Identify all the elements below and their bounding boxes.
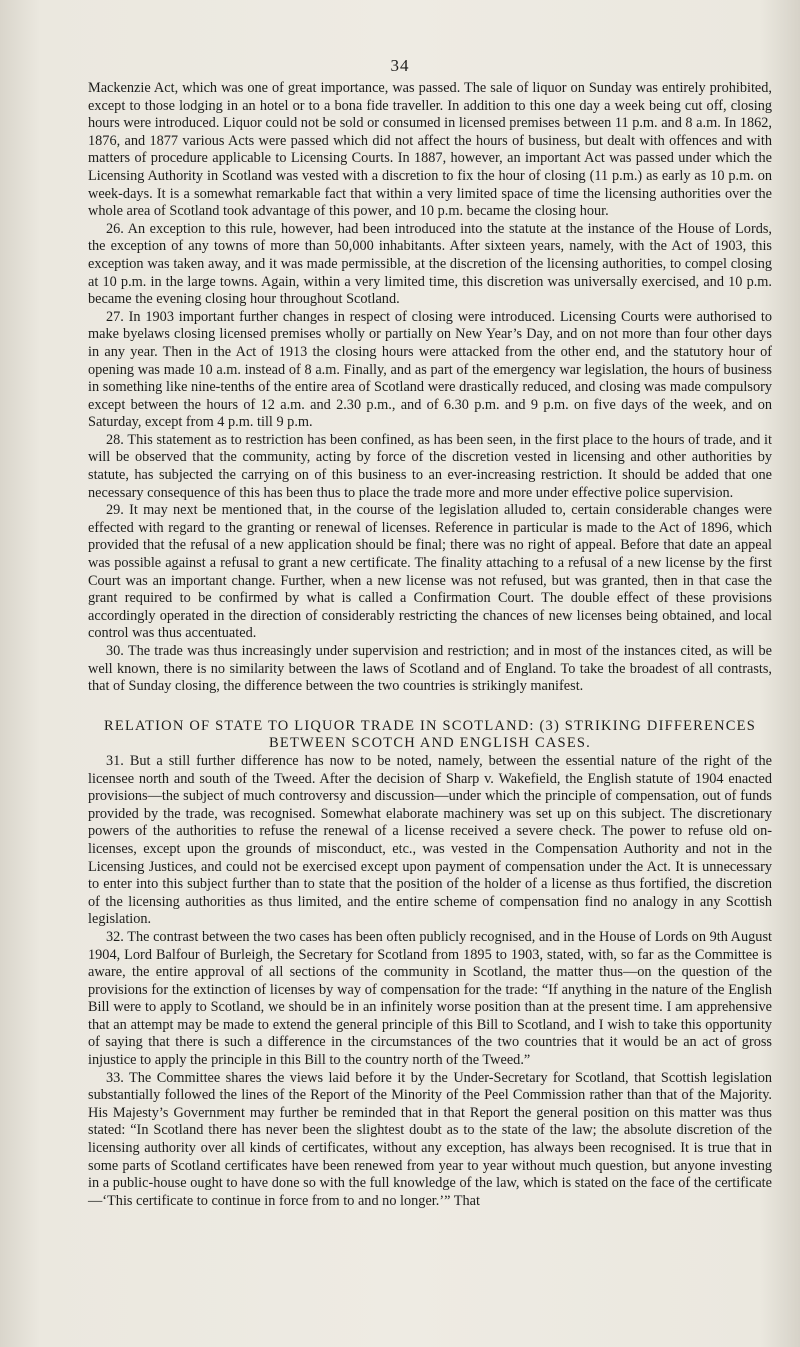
paragraph-30: 30. The trade was thus increasingly under supervision and restriction; and in most of the instances cited, as will be well known, there is no similarity between the laws of Scotland and of England. To take the broadest of all contrasts, that of Sunday closing, the difference between the two countries is strikingly manifest. — [88, 643, 772, 695]
paragraph-27: 27. In 1903 important further changes in respect of closing were introduced. Licensing Courts were authorised to make byelaws closing licensed premises wholly or partially on New Year’s Day, and on not more than four other days in any year. Then in the Act of 1913 the closing hours were attacked from the other end, and the statutory hour of opening was made 10 a.m. instead of 8 a.m. Finally, and as part of the emergency war legislation, the hours of business in something like nine-tenths of the entire area of Scotland were drastically reduced, and closing was made compulsory except between the hours of 12 a.m. and 2.30 p.m., and of 6.30 p.m. and 9 p.m. on five days of the week, and on Saturday, except from 4 p.m. till 9 p.m. — [88, 308, 772, 431]
paragraph-32: 32. The contrast between the two cases has been often publicly recognised, and in the House of Lords on 9th August 1904, Lord Balfour of Burleigh, the Secretary for Scotland from 1895 to 1903, stated, with, so far as the Committee is aware, the entire approval of all sections of the community in Scotland, the matter thus—on the question of the provisions for the extinction of licenses by way of compensation for the trade: “If anything in the nature of the English Bill were to apply to Scotland, we should be in an infinitely worse position than at the present time. I am apprehensive that an attempt may be made to extend the general principle of this Bill to Scotland, and I wish to take this opportunity of saying that there is such a difference in the circumstances of the two countries that it would be an act of gross injustice to apply the principle in this Bill to the country north of the Tweed.” — [88, 928, 772, 1069]
paragraph-31: 31. But a still further difference has now to be noted, namely, between the essential nature of the right of the licensee north and south of the Tweed. After the decision of Sharp v. Wakefield, the English statute of 1904 enacted provisions—the subject of much controversy and discussion—under which the principle of compensation, out of funds provided by the trade, was recognised. Somewhat elaborate machinery was set up on this subject. The discretionary powers of the authorities to refuse the renewal of a license received a severe check. The power to refuse old on-licenses, except upon the grounds of misconduct, etc., was vested in the Compensation Authority and not in the Licensing Justices, and could not be exercised except upon payment of compensation under the Act. It is unnecessary to enter into this subject further than to state that the position of the holder of a license as thus fortified, the discretion of the licensing authorities as thus limited, and the entire scheme of compensation find no analogy in any Scottish legislation. — [88, 752, 772, 928]
paragraph-28: 28. This statement as to restriction has been confined, as has been seen, in the first place to the hours of trade, and it will be observed that the community, acting by force of the discretion vested in licensing and other authorities by statute, has subjected the carrying on of this business to an ever-increasing restriction. It should be added that one necessary consequence of this has been thus to place the trade more and more under effective police supervision. — [88, 431, 772, 501]
body-text — [88, 80, 772, 1210]
paragraph-25-continued: Mackenzie Act, which was one of great importance, was passed. The sale of liquor on Sunday was entirely prohibited, except to those lodging in an hotel or to a bona fide traveller. In addition to this one day a week being cut off, closing hours were introduced. Liquor could not be sold or consumed in licensed premises between 11 p.m. and 8 a.m. In 1862, 1876, and 1877 various Acts were passed which did not affect the hours of business, but dealt with offences and with matters of procedure applicable to Licensing Courts. In 1887, however, an important Act was passed under which the Licensing Authority in Scotland was vested with a discretion to fix the hour of closing (11 p.m.) as early as 10 p.m. on week-days. It is a somewhat remarkable fact that within a very limited space of time the licensing authorities over the whole area of Scotland took advantage of this power, and 10 p.m. became the closing hour. — [88, 80, 772, 220]
paragraph-29: 29. It may next be mentioned that, in the course of the legislation alluded to, certain considerable changes were effected with regard to the granting or renewal of licenses. Reference in particular is made to the Act of 1896, which provided that the refusal of a new application should be final; there was no right of appeal. Before that date an appeal was possible against a refusal to grant a new certificate. The finality attaching to a refusal of a new license by the first Court was an important change. Further, when a new license was not refused, but was granted, then in that case the grant required to be confirmed by what is called a Confirmation Court. The double effect of these provisions accordingly operated in the direction of considerably restricting the chances of new licenses being obtained, and local control was thus accentuated. — [88, 502, 772, 642]
paragraph-33: 33. The Committee shares the views laid before it by the Under-Secretary for Scotland, that Scottish legislation substantially followed the lines of the Report of the Minority of the Peel Commission rather than that of the Majority. His Majesty’s Government may further be reminded that in that Report the general position on this matter was thus stated: “In Scotland there has never been the slightest doubt as to the state of the law; the absolute discretion of the licensing authority over all kinds of certificates, without any exception, has always been recognised. It is true that in some parts of Scotland certificates have been renewed from year to year without much question, but anyone investing in a public-house ought to have done so with the full knowledge of the law, which is stated on the face of the certificate—‘This certificate to continue in force from to and no longer.’” That — [88, 1069, 772, 1209]
paragraph-26: 26. An exception to this rule, however, had been introduced into the statute at the instance of the House of Lords, the exception of any towns of more than 50,000 inhabitants. After sixteen years, namely, with the Act of 1903, this exception was taken away, and it was made permissible, at the discretion of the licensing authorities, to compel closing at 10 p.m. in the large towns. Again, within a very limited time, this discretion was universally exercised, and 10 p.m. became the evening closing hour throughout Scotland. — [88, 220, 772, 308]
page-number: 34 — [390, 56, 410, 75]
section-heading: RELATION OF STATE TO LIQUOR TRADE IN SCOTLAND: (3) STRIKING DIFFERENCES BETWEEN SCOTCH AND ENGLISH CASES. — [104, 717, 756, 752]
